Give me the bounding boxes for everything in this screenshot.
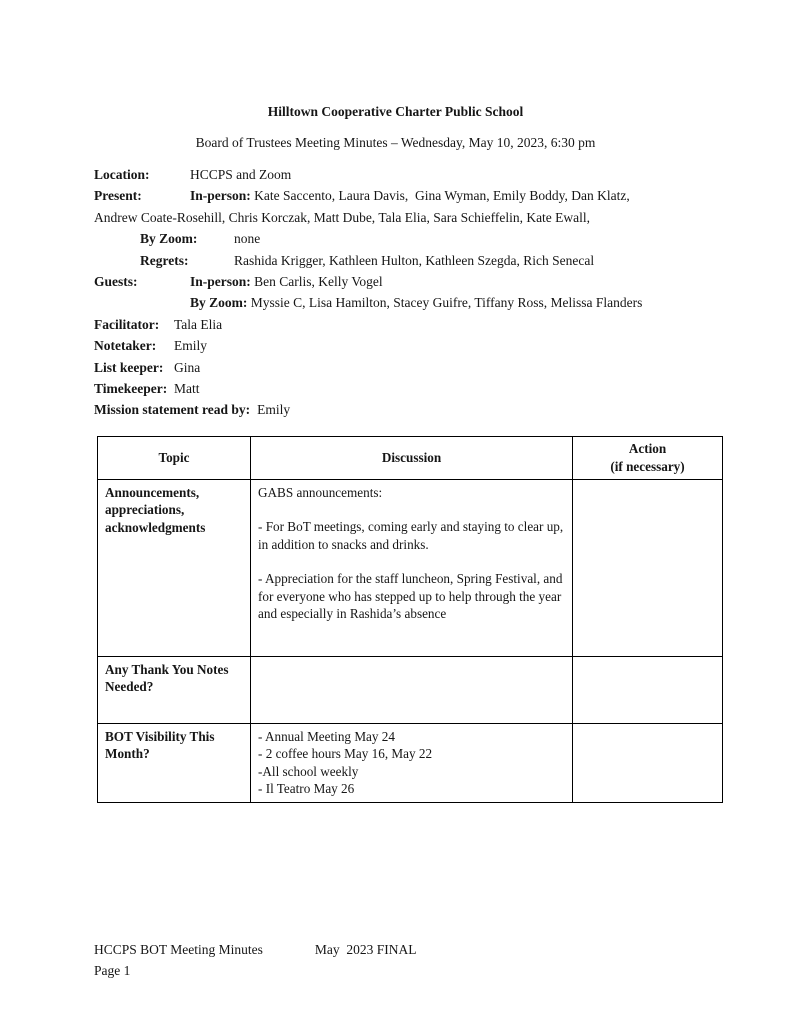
timekeeper-label: Timekeeper: (94, 381, 168, 397)
meta-present-line (94, 185, 731, 206)
col-header-topic: Topic (98, 436, 251, 479)
listkeeper-label: List keeper: (94, 359, 164, 375)
meta-guests-byzoom-line (94, 292, 731, 313)
col-header-action-line2: (if necessary) (610, 458, 685, 474)
col-header-action (573, 436, 723, 479)
meta-present-line2 (94, 207, 731, 228)
table-header-row (98, 436, 723, 479)
discussion-paragraph: GABS announcements: (258, 484, 383, 500)
discussion-line: - Annual Meeting May 24 (258, 728, 395, 744)
present-label: Present: (94, 188, 142, 204)
meta-regrets-line (94, 250, 731, 271)
meta-location-line (94, 164, 731, 185)
footer-line1 (94, 939, 417, 960)
meta-notetaker-line (94, 335, 731, 356)
footer-version: May 2023 FINAL (314, 942, 417, 957)
col-header-discussion: Discussion (251, 436, 573, 479)
present-names-line2: Andrew Coate-Rosehill, Chris Korczak, Matt Dube, Tala Elia, Sara Schieffelin, Kate Ewall, (94, 209, 591, 225)
guests-byzoom-label: By Zoom: (190, 295, 248, 311)
footer (94, 939, 417, 982)
topic-cell: Announcements, appreciations, acknowledgments (98, 479, 251, 656)
meta-mission-line (94, 399, 731, 420)
discussion-paragraph: - Appreciation for the staff luncheon, Spring Festival, and for everyone who has stepped up to help through the year and especially in Rashida’s absence (258, 571, 563, 622)
regrets-value: Rashida Krigger, Kathleen Hulton, Kathleen Szegda, Rich Senecal (234, 252, 595, 268)
topic-cell: Any Thank You Notes Needed? (98, 656, 251, 723)
meta-facilitator-line (94, 314, 731, 335)
guests-inperson-value: Ben Carlis, Kelly Vogel (254, 274, 383, 290)
action-cell (573, 656, 723, 723)
mission-label: Mission statement read by: (94, 402, 251, 418)
byzoom-label: By Zoom: (140, 231, 198, 247)
topic-cell: BOT Visibility This Month? (98, 723, 251, 802)
meta-section (94, 164, 731, 421)
present-names-line1: Kate Saccento, Laura Davis, Gina Wyman, Emily Boddy, Dan Klatz, (254, 188, 630, 204)
notetaker-label: Notetaker: (94, 338, 157, 354)
discussion-cell (251, 723, 573, 802)
regrets-label: Regrets: (140, 252, 189, 268)
facilitator-label: Facilitator: (94, 316, 160, 332)
action-cell (573, 479, 723, 656)
timekeeper-value: Matt (174, 381, 200, 397)
doc-title: Hilltown Cooperative Charter Public School (267, 104, 524, 119)
discussion-cell (251, 479, 573, 656)
location-value: HCCPS and Zoom (190, 167, 292, 182)
present-inperson-label: In-person: (190, 188, 251, 204)
col-header-action-line1: Action (628, 441, 667, 457)
listkeeper-value: Gina (174, 359, 201, 375)
mission-value: Emily (257, 402, 291, 418)
location-label: Location: (94, 167, 150, 182)
table-row (98, 723, 723, 802)
discussion-line: - 2 coffee hours May 16, May 22 (258, 746, 433, 762)
footer-page-number: Page 1 (94, 963, 131, 979)
footer-doc-name: HCCPS BOT Meeting Minutes (94, 942, 263, 957)
table-row (98, 656, 723, 723)
byzoom-value: none (234, 231, 261, 247)
doc-subtitle: Board of Trustees Meeting Minutes – Wednesday, May 10, 2023, 6:30 pm (195, 135, 596, 150)
notetaker-value: Emily (174, 338, 207, 354)
meta-byzoom-line (94, 228, 731, 249)
facilitator-value: Tala Elia (174, 316, 223, 332)
minutes-table (97, 436, 723, 803)
discussion-cell (251, 656, 573, 723)
guests-label: Guests: (94, 274, 138, 290)
table-row (98, 479, 723, 656)
discussion-line: - Il Teatro May 26 (258, 781, 355, 797)
meta-guests-line (94, 271, 731, 292)
guests-inperson-label: In-person: (190, 274, 251, 290)
discussion-paragraph: - For BoT meetings, coming early and staying to clear up, in addition to snacks and drinks. (258, 519, 564, 552)
guests-byzoom-value: Myssie C, Lisa Hamilton, Stacey Guifre, Tiffany Ross, Melissa Flanders (250, 295, 643, 311)
discussion-line: -All school weekly (258, 763, 359, 779)
action-cell (573, 723, 723, 802)
meta-listkeeper-line (94, 357, 731, 378)
meta-timekeeper-line (94, 378, 731, 399)
